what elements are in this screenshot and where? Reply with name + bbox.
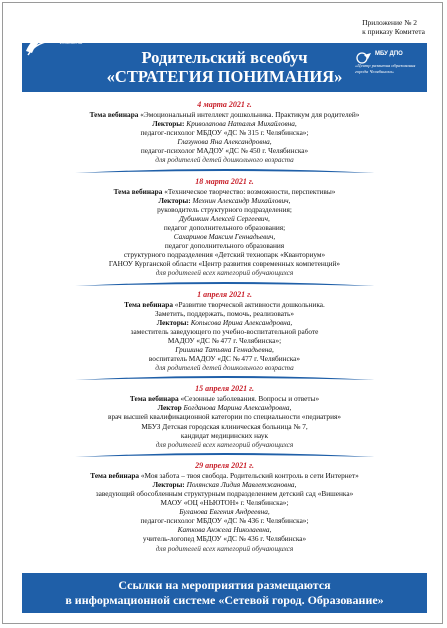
webinar-date: 4 марта 2021 г. — [197, 100, 252, 109]
webinar-item — [22, 290, 427, 383]
lecturer-line — [22, 119, 427, 128]
committee-logo — [24, 26, 120, 66]
topic-text: «Сезонные заболевания. Вопросы и ответы» — [180, 394, 320, 404]
appendix-note — [362, 18, 425, 36]
separator-swoosh — [75, 280, 375, 288]
center-logo-text: «Центр развития образования города Челябинска» — [355, 63, 416, 74]
lecturer-name: Мехнин Александр Михайлович, — [192, 195, 291, 205]
webinar-topic — [22, 110, 427, 119]
lecturer-name: Сахаринов Максим Геннадьевич, — [173, 232, 276, 242]
lecturer-degree: кандидат медицинских наук — [180, 430, 269, 440]
lecturer-line — [22, 480, 427, 489]
lecturer-name: Копысова Ирина Александровна, — [190, 317, 293, 327]
lecturer-name: Глазунова Яна Александровна, — [177, 137, 272, 147]
webinar-audience: для родителей детей дошкольного возраста — [155, 155, 294, 165]
separator-swoosh — [75, 451, 375, 459]
lecturers-label: Лекторы: — [152, 119, 185, 129]
separator-swoosh — [75, 167, 375, 175]
center-logo — [355, 49, 425, 79]
lecturer-name: Полянская Лидия Мавлетжановна, — [186, 479, 297, 489]
webinar-topic — [22, 394, 427, 403]
webinar-topic — [22, 300, 427, 309]
webinar-item — [22, 100, 427, 175]
lecturer-position: педагог дополнительного образования; — [163, 222, 286, 232]
topic-label: Тема вебинара — [90, 470, 140, 480]
banner-title-line-1: Родительский всеобуч — [141, 48, 308, 67]
center-logo-abbr: МБУ ДПО — [375, 51, 403, 57]
committee-logo-icon — [24, 31, 56, 59]
lecturer-organization: МАОУ «ОЦ «НЬЮТОН» г. Челябинска»; — [160, 498, 289, 508]
lecturer-organization: ГАНОУ Курганской области «Центр развития современных компетенций» — [108, 259, 341, 269]
lecturer-name: Гришина Татьяна Геннадьевна, — [175, 344, 274, 354]
lecturer-name: Дубинкин Алексей Сергеевич, — [179, 213, 270, 223]
lecturer-line — [22, 403, 427, 412]
topic-label: Тема вебинара — [124, 299, 173, 309]
footer-banner — [22, 573, 427, 613]
webinar-audience: для родителей всех категорий обучающихся — [155, 439, 294, 449]
lecturer-position: педагог дополнительного образования — [164, 241, 285, 251]
webinar-date: 1 апреля 2021 г. — [197, 289, 252, 299]
lecturer-position: педагог-психолог МБДОУ «ДС № 315 г. Челябинска»; — [140, 128, 309, 138]
topic-text: «Техническое творчество: возможности, перспективы» — [164, 186, 336, 196]
lecturer-position: заведующий обособленным структурным подразделением детский сад «Вишенка» — [95, 489, 354, 498]
topic-text: «Развитие творческой активности дошкольника. — [174, 299, 325, 309]
lecturers-label: Лекторы: — [152, 479, 185, 489]
webinar-audience: для родителей всех категорий обучающихся — [155, 543, 294, 553]
footer-line-2: в информационной системе «Сетевой город. Образование» — [65, 593, 384, 607]
webinar-item — [22, 461, 427, 553]
lecturers-label: Лектор — [157, 403, 182, 413]
lecturer-position: педагог-психолог МБДОУ «ДС № 436 г. Челябинска»; — [140, 516, 309, 526]
committee-logo-text: Комитет по делам образования города Челябинска — [58, 27, 100, 46]
lecturer-line — [22, 196, 427, 205]
topic-text: «Моя забота – твоя свобода. Родительский контроль в сети Интернет» — [140, 470, 359, 480]
webinar-list — [22, 100, 427, 553]
lecturer-name: Богданова Марина Александровна, — [183, 403, 292, 413]
lecturer-position: воспитатель МАДОУ «ДС № 477 г. Челябинска» — [148, 354, 301, 364]
lecturer-name: Каткова Анжела Николаевна, — [177, 525, 272, 535]
webinar-topic — [22, 187, 427, 196]
appendix-line-2: к приказу Комитета — [362, 27, 425, 36]
topic-label: Тема вебинара — [113, 186, 163, 196]
topic-label: Тема вебинара — [129, 394, 179, 404]
webinar-topic-continued: Заметить, поддержать, помочь, реализовать» — [155, 308, 294, 318]
lecturer-position: учитель-логопед МБДОУ «ДС № 436 г. Челябинска» — [142, 534, 307, 544]
lecturer-position: врач высшей квалификационной категории по специальности «педиатрия» — [108, 412, 341, 422]
webinar-audience: для родителей детей дошкольного возраста — [155, 363, 294, 373]
lecturer-organization: МАДОУ «ДС № 477 г. Челябинска»; — [167, 335, 282, 345]
appendix-line-1: Приложение № 2 — [362, 18, 418, 27]
footer-line-1: Ссылки на мероприятия размещаются — [118, 578, 331, 592]
lecturer-position: педагог-психолог МАДОУ «ДС № 450 г. Челябинска» — [140, 146, 309, 156]
lecturer-line — [22, 318, 427, 327]
webinar-item — [22, 177, 427, 288]
separator-swoosh — [75, 374, 375, 382]
webinar-audience: для родителей всех категорий обучающихся — [155, 268, 294, 278]
lecturers-label: Лекторы: — [156, 317, 189, 327]
topic-label: Тема вебинара — [89, 110, 139, 119]
lecturer-position: заместитель заведующего по учебно-воспитательной работе — [130, 326, 319, 336]
webinar-date: 29 апреля 2021 г. — [195, 460, 254, 470]
banner-title-line-2: «СТРАТЕГИЯ ПОНИМАНИЯ» — [106, 67, 343, 86]
lecturer-name: Криволапова Наталья Михайловна, — [186, 119, 297, 129]
lecturer-name: Буланова Евгения Андреевна, — [179, 507, 270, 517]
lecturer-organization: структурного подразделения «Детский технопарк «Кванториум» — [123, 250, 326, 260]
webinar-item — [22, 384, 427, 459]
lecturer-position: руководитель структурного подразделения; — [157, 204, 292, 214]
lecturers-label: Лекторы: — [158, 195, 191, 205]
webinar-date: 18 марта 2021 г. — [195, 176, 254, 186]
lecturer-organization: МБУЗ Детская городская клиническая больница № 7, — [141, 421, 308, 431]
webinar-topic — [22, 471, 427, 480]
topic-text: «Эмоциональный интеллект дошкольника. Практикум для родителей» — [140, 110, 360, 119]
webinar-date: 15 апреля 2021 г. — [195, 384, 254, 394]
